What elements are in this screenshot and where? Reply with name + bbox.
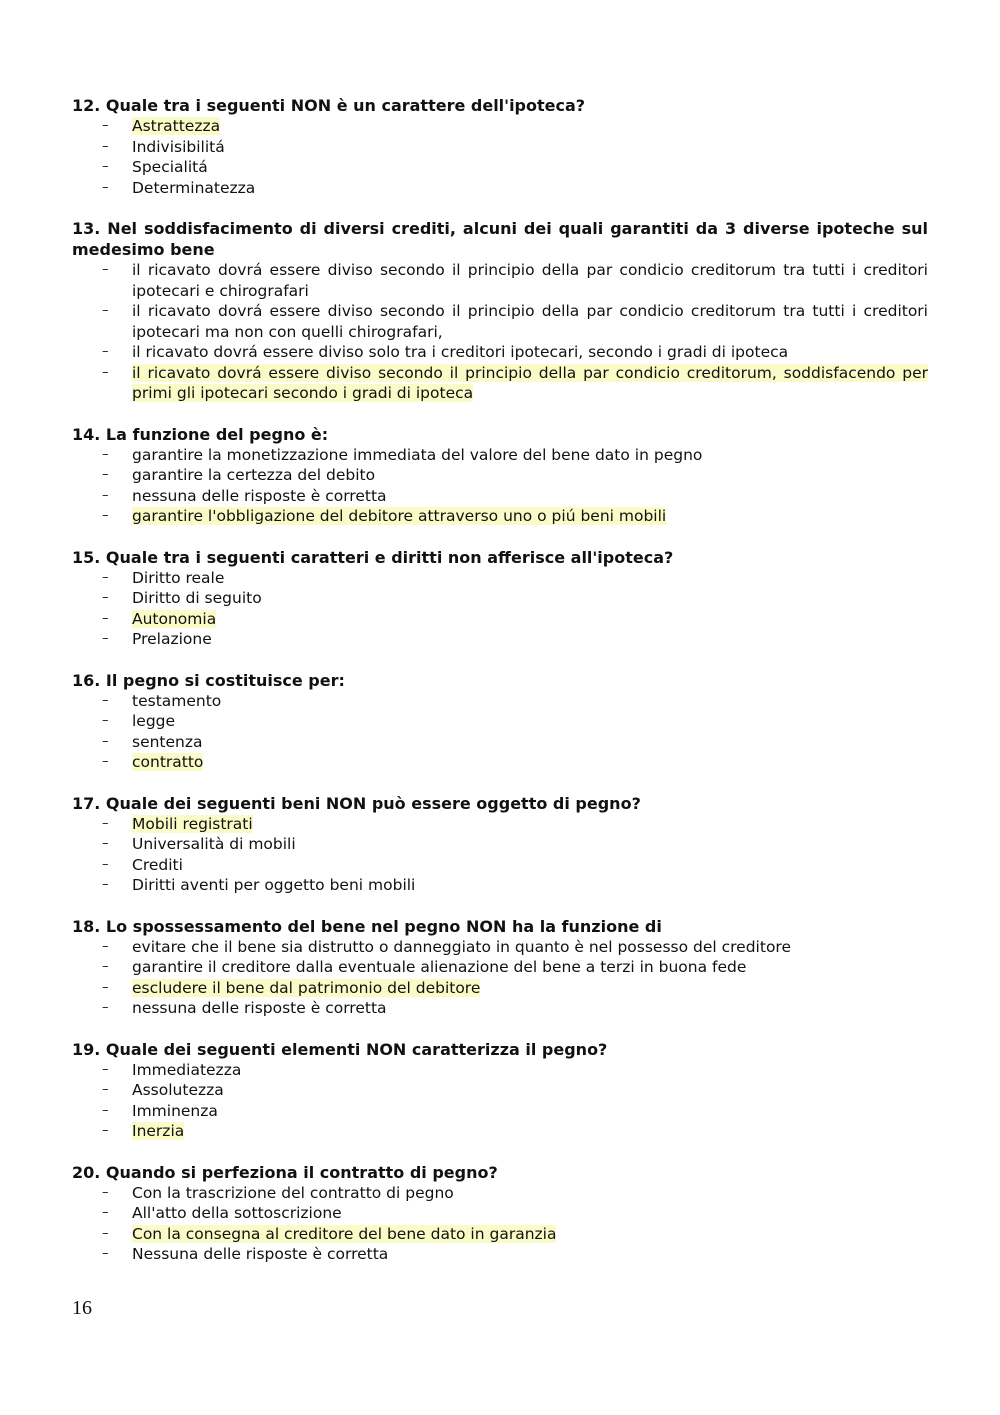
answer-option xyxy=(72,445,928,466)
dash-bullet-icon: – xyxy=(102,1184,109,1200)
answer-option xyxy=(72,732,928,753)
answer-text: garantire la certezza del debito xyxy=(132,466,376,484)
answer-text: Indivisibilitá xyxy=(132,137,225,156)
dash-bullet-icon: – xyxy=(102,733,109,749)
dash-bullet-icon: – xyxy=(102,1205,109,1220)
answer-text: Prelazione xyxy=(132,630,212,648)
question-block xyxy=(72,670,928,773)
dash-bullet-icon: – xyxy=(102,262,109,277)
answer-text: Assolutezza xyxy=(132,1081,224,1099)
question-block xyxy=(72,1039,928,1142)
answer-option xyxy=(72,465,928,486)
answer-list xyxy=(72,116,928,198)
question-block xyxy=(72,916,928,1019)
dash-bullet-icon: – xyxy=(102,877,109,892)
answer-option xyxy=(72,568,928,589)
answer-option xyxy=(72,1203,928,1224)
answer-option-correct xyxy=(72,1121,928,1142)
answer-text: il ricavato dovrá essere diviso solo tra i creditori ipotecari, secondo i gradi di ipoteca xyxy=(132,343,789,361)
dash-bullet-icon: – xyxy=(102,713,109,728)
dash-bullet-icon: – xyxy=(102,508,109,523)
answer-text: Diritti aventi per oggetto beni mobili xyxy=(132,876,416,894)
dash-bullet-icon: – xyxy=(102,836,109,851)
answer-option-correct xyxy=(72,814,928,835)
answer-text: nessuna delle risposte è corretta xyxy=(132,486,387,505)
dash-bullet-icon: – xyxy=(102,487,109,503)
answer-text: Imminenza xyxy=(132,1101,218,1120)
answer-list xyxy=(72,814,928,896)
dash-bullet-icon: – xyxy=(102,938,109,954)
dash-bullet-icon: – xyxy=(102,118,109,133)
answer-option xyxy=(72,157,928,178)
question-block xyxy=(72,547,928,650)
answer-text: Crediti xyxy=(132,855,183,874)
question-title: 15. Quale tra i seguenti caratteri e diritti non afferisce all'ipoteca? xyxy=(72,547,674,567)
answer-list xyxy=(72,691,928,773)
answer-text: garantire la monetizzazione immediata del valore del bene dato in pegno xyxy=(132,445,703,464)
answer-text: escludere il bene dal patrimonio del debitore xyxy=(132,978,481,997)
dash-bullet-icon: – xyxy=(102,692,109,708)
answer-text: Diritto di seguito xyxy=(132,589,262,607)
answer-text: Inerzia xyxy=(132,1122,185,1140)
answer-option xyxy=(72,998,928,1019)
answer-text: il ricavato dovrá essere diviso secondo il principio della par condicio creditorum tra tutti i creditori ipotecari ma non con quelli chirografari, xyxy=(132,302,928,341)
answer-text: garantire il creditore dalla eventuale alienazione del bene a terzi in buona fede xyxy=(132,958,747,976)
answer-option xyxy=(72,1183,928,1204)
answer-text: legge xyxy=(132,712,176,730)
dash-bullet-icon: – xyxy=(102,179,109,195)
question-title: 16. Il pegno si costituisce per: xyxy=(72,670,345,690)
answer-option xyxy=(72,301,928,342)
dash-bullet-icon: – xyxy=(102,754,109,769)
answer-option xyxy=(72,957,928,978)
question-title: 17. Quale dei seguenti beni NON può essere oggetto di pegno? xyxy=(72,793,641,813)
answer-list xyxy=(72,1183,928,1265)
answer-option xyxy=(72,691,928,712)
question-title: 19. Quale dei seguenti elementi NON caratterizza il pegno? xyxy=(72,1039,608,1059)
answer-option xyxy=(72,588,928,609)
answer-text: Determinatezza xyxy=(132,178,256,197)
answer-list xyxy=(72,937,928,1019)
dash-bullet-icon: – xyxy=(102,344,109,359)
dash-bullet-icon: – xyxy=(102,610,109,626)
question-block xyxy=(72,424,928,527)
answer-option xyxy=(72,1060,928,1081)
answer-text: Mobili registrati xyxy=(132,814,253,833)
answer-text: garantire l'obbligazione del debitore attraverso uno o piú beni mobili xyxy=(132,507,667,525)
answer-option xyxy=(72,937,928,958)
dash-bullet-icon: – xyxy=(102,1225,109,1241)
answer-option-correct xyxy=(72,978,928,999)
answer-text: Con la trascrizione del contratto di pegno xyxy=(132,1183,454,1202)
answer-option-correct xyxy=(72,116,928,137)
dash-bullet-icon: – xyxy=(102,631,109,646)
answer-option xyxy=(72,1244,928,1265)
question-title: 20. Quando si perfeziona il contratto di pegno? xyxy=(72,1162,498,1182)
answer-text: Con la consegna al creditore del bene dato in garanzia xyxy=(132,1224,557,1243)
answer-text: nessuna delle risposte è corretta xyxy=(132,999,387,1017)
question-block xyxy=(72,1162,928,1265)
answer-text: Astrattezza xyxy=(132,117,221,135)
answer-option xyxy=(72,137,928,158)
answer-option-correct xyxy=(72,506,928,527)
answer-option xyxy=(72,342,928,363)
answer-text: Specialitá xyxy=(132,158,208,176)
dash-bullet-icon: – xyxy=(102,569,109,585)
answer-option xyxy=(72,1101,928,1122)
question-title: 13. Nel soddisfacimento di diversi crediti, alcuni dei quali garantiti da 3 diverse ipoteche sul medesimo bene xyxy=(72,219,928,259)
dash-bullet-icon: – xyxy=(102,1000,109,1015)
answer-option xyxy=(72,875,928,896)
answer-text: il ricavato dovrá essere diviso secondo il principio della par condicio creditorum tra tutti i creditori ipotecari e chirografari xyxy=(132,261,928,300)
answer-option-correct xyxy=(72,363,928,404)
dash-bullet-icon: – xyxy=(102,467,109,482)
question-title: 18. Lo spossessamento del bene nel pegno NON ha la funzione di xyxy=(72,916,662,936)
answer-option xyxy=(72,178,928,199)
answer-text: sentenza xyxy=(132,732,203,751)
document-page xyxy=(72,95,928,1285)
answer-option-correct xyxy=(72,1224,928,1245)
dash-bullet-icon: – xyxy=(102,303,109,318)
answer-text: testamento xyxy=(132,691,222,710)
question-block xyxy=(72,218,928,404)
answer-option-correct xyxy=(72,609,928,630)
answer-text: il ricavato dovrá essere diviso secondo il principio della par condicio creditorum, soddisfacendo per primi gli ipotecari secondo i gradi di ipoteca xyxy=(132,363,928,402)
page-number: 16 xyxy=(72,1297,92,1319)
answer-text: contratto xyxy=(132,753,204,771)
dash-bullet-icon: – xyxy=(102,1102,109,1118)
answer-list xyxy=(72,445,928,527)
answer-option xyxy=(72,855,928,876)
question-block xyxy=(72,793,928,896)
dash-bullet-icon: – xyxy=(102,446,109,462)
answer-option xyxy=(72,711,928,732)
dash-bullet-icon: – xyxy=(102,959,109,974)
dash-bullet-icon: – xyxy=(102,159,109,174)
answer-option xyxy=(72,834,928,855)
answer-text: Diritto reale xyxy=(132,568,225,587)
dash-bullet-icon: – xyxy=(102,1246,109,1261)
answer-text: All'atto della sottoscrizione xyxy=(132,1204,342,1222)
answer-list xyxy=(72,260,928,404)
dash-bullet-icon: – xyxy=(102,979,109,995)
question-title: 12. Quale tra i seguenti NON è un carattere dell'ipoteca? xyxy=(72,96,586,115)
question-title: 14. La funzione del pegno è: xyxy=(72,424,329,444)
dash-bullet-icon: – xyxy=(102,1123,109,1138)
dash-bullet-icon: – xyxy=(102,815,109,831)
answer-text: Universalità di mobili xyxy=(132,835,296,853)
answer-text: Nessuna delle risposte è corretta xyxy=(132,1245,389,1263)
answer-text: evitare che il bene sia distrutto o danneggiato in quanto è nel possesso del creditore xyxy=(132,937,791,956)
answer-text: Immediatezza xyxy=(132,1060,242,1079)
answer-text: Autonomia xyxy=(132,609,217,628)
answer-option-correct xyxy=(72,752,928,773)
answer-option xyxy=(72,629,928,650)
dash-bullet-icon: – xyxy=(102,1061,109,1077)
answer-list xyxy=(72,1060,928,1142)
dash-bullet-icon: – xyxy=(102,590,109,605)
dash-bullet-icon: – xyxy=(102,138,109,154)
answer-option xyxy=(72,260,928,301)
answer-list xyxy=(72,568,928,650)
dash-bullet-icon: – xyxy=(102,1082,109,1097)
dash-bullet-icon: – xyxy=(102,856,109,872)
answer-option xyxy=(72,486,928,507)
question-block xyxy=(72,95,928,198)
answer-option xyxy=(72,1080,928,1101)
dash-bullet-icon: – xyxy=(102,364,109,380)
